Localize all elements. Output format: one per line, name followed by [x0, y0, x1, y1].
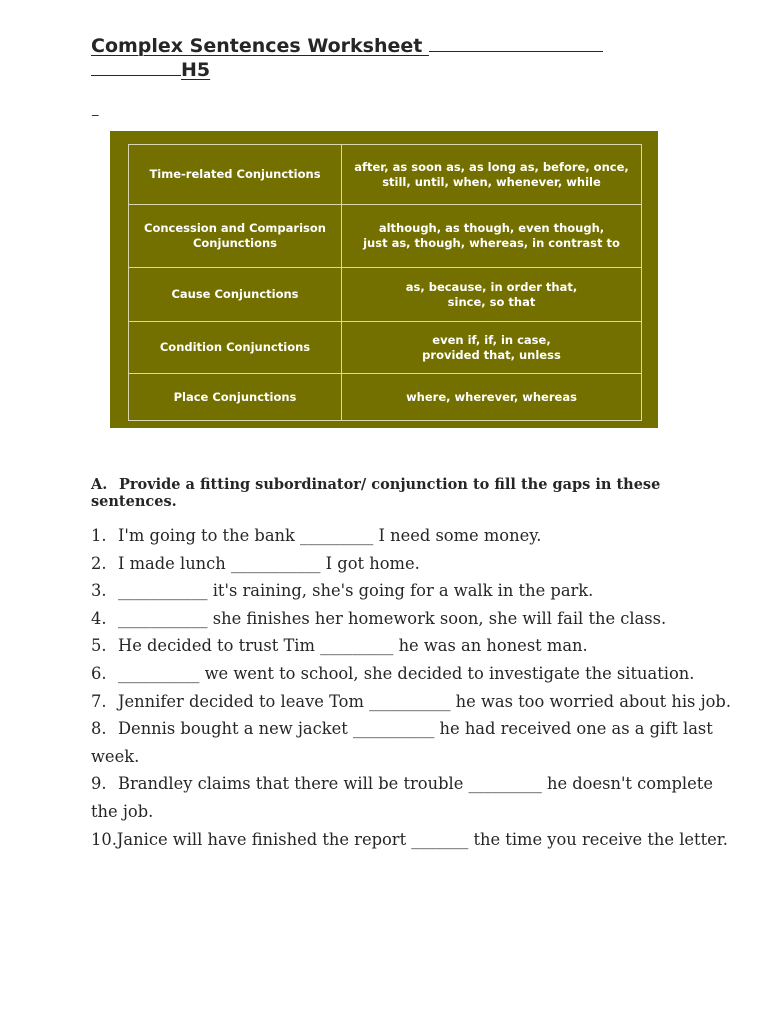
item-sentence: Janice will have finished the report _______ the time you receive the letter. [116, 829, 728, 849]
conj-category-cell [129, 145, 342, 205]
conj-examples-cell [342, 322, 642, 374]
list-item [91, 577, 741, 605]
item-number: 4. [91, 608, 107, 628]
item-sentence: ___________ she finishes her homework soon, she will fail the class. [118, 608, 667, 628]
list-item [91, 550, 741, 578]
title-code: H5 [181, 59, 211, 81]
conj-examples-label: where, wherever, whereas [406, 389, 577, 404]
item-number: 6. [91, 663, 107, 683]
conj-category-label: Place Conjunctions [173, 389, 297, 404]
table-row [129, 322, 642, 374]
item-number: 8. [91, 719, 107, 739]
stray-underscore: _ [92, 102, 99, 117]
item-number: 7. [91, 691, 107, 711]
table-row [129, 145, 642, 205]
table-row [129, 374, 642, 421]
list-item [91, 660, 741, 688]
item-sentence: Dennis bought a new jacket __________ he had received one as a gift last week. [91, 719, 713, 766]
item-sentence: ___________ it's raining, she's going for a walk in the park. [118, 581, 594, 601]
title-text: Complex Sentences Worksheet [91, 35, 429, 57]
conj-examples-label: although, as though, even though, just as, though, whereas, in contrast to [363, 221, 620, 250]
conjunction-table [128, 144, 642, 421]
item-number: 10. [91, 829, 117, 849]
item-number: 3. [91, 581, 107, 601]
page-title [91, 34, 639, 82]
item-number: 9. [91, 774, 107, 794]
list-item [91, 688, 741, 716]
table-row [129, 205, 642, 268]
conj-examples-label: even if, if, in case, provided that, unless [422, 332, 561, 362]
conj-category-label: Condition Conjunctions [159, 340, 311, 354]
list-item [91, 522, 741, 550]
exercise-list [91, 522, 741, 853]
conj-category-cell [129, 374, 342, 421]
conj-examples-cell [342, 205, 642, 268]
conjunction-chart-panel [110, 131, 658, 428]
conj-examples-cell [342, 374, 642, 421]
title-underline-lead [91, 75, 181, 76]
conj-examples-label: as, because, in order that, since, so that [405, 279, 578, 309]
item-sentence: I made lunch ___________ I got home. [118, 553, 420, 573]
item-sentence: Brandley claims that there will be trouble _________ he doesn't complete the job. [91, 774, 713, 821]
conj-examples-cell [342, 145, 642, 205]
conj-category-label: Cause Conjunctions [171, 287, 299, 301]
conj-examples-cell [342, 268, 642, 322]
section-label: A. [91, 476, 108, 493]
item-number: 2. [91, 553, 107, 573]
item-sentence: __________ we went to school, she decided to investigate the situation. [118, 663, 695, 683]
item-sentence: Jennifer decided to leave Tom __________ he was too worried about his job. [118, 691, 732, 711]
list-item [91, 715, 741, 770]
title-line-1 [91, 34, 639, 58]
item-number: 1. [91, 526, 107, 545]
item-sentence: He decided to trust Tim _________ he was an honest man. [118, 636, 588, 656]
table-row [129, 268, 642, 322]
item-number: 5. [91, 636, 107, 656]
list-item [91, 826, 741, 854]
conj-category-label: Concession and Comparison Conjunctions [144, 221, 326, 250]
section-a-instruction [91, 476, 731, 510]
item-sentence: I'm going to the bank _________ I need some money. [118, 526, 542, 545]
conj-category-cell [129, 268, 342, 322]
list-item [91, 632, 741, 660]
conj-category-cell [129, 322, 342, 374]
title-line-2 [91, 58, 639, 82]
conj-category-label: Time-related Conjunctions [149, 167, 321, 181]
title-underline-fill [429, 51, 603, 52]
list-item [91, 770, 741, 825]
conj-examples-label: after, as soon as, as long as, before, once, still, until, when, whenever, while [354, 159, 629, 189]
instruction-text: Provide a fitting subordinator/ conjunction to fill the gaps in these sentences. [91, 476, 661, 510]
conj-category-cell [129, 205, 342, 268]
list-item [91, 605, 741, 633]
